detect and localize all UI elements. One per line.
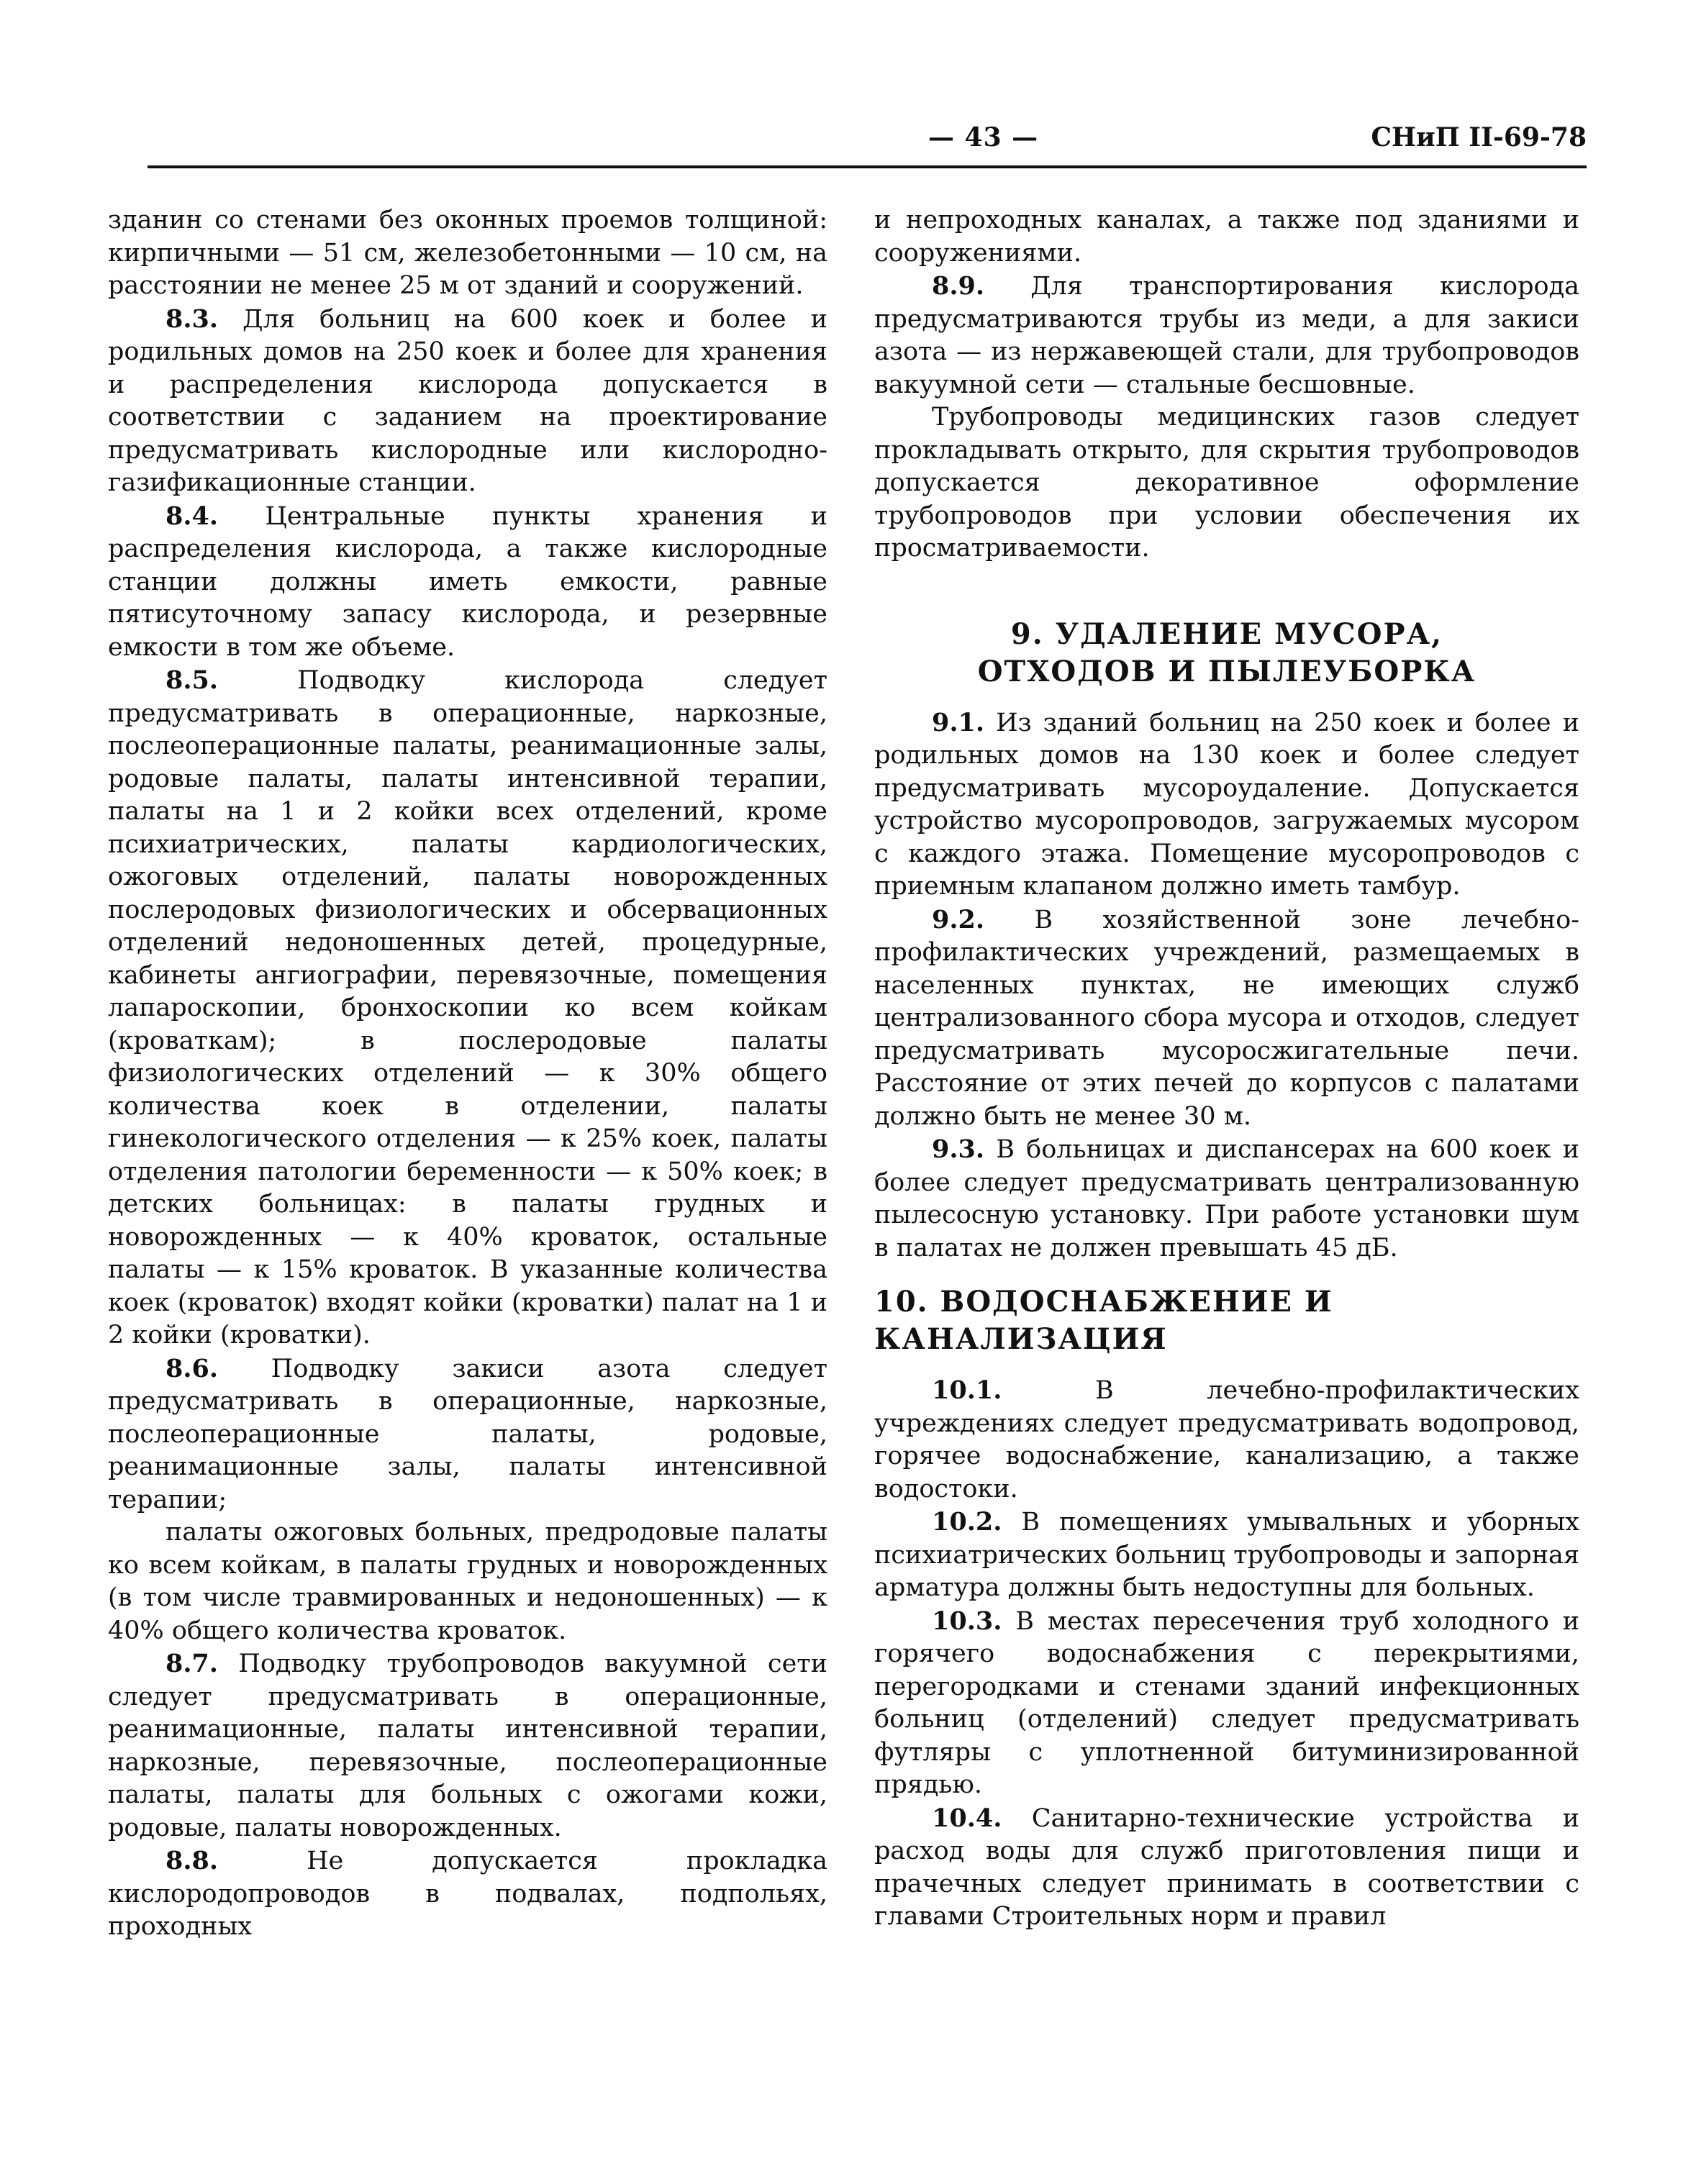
paragraph-10-3 bbox=[874, 1605, 1579, 1802]
paragraph-text: В помещениях умывальных и уборных психиатрических больниц трубопроводы и запорная арматура должны быть недоступны для больных. bbox=[874, 1508, 1579, 1602]
paragraph-text: Санитарно-технические устройства и расход воды для служб приготовления пищи и прачечных следует принимать в соответствии с главами Строительных норм и правил bbox=[874, 1803, 1579, 1931]
section-10-heading: 10. ВОДОСНАБЖЕНИЕ И КАНАЛИЗАЦИЯ bbox=[874, 1285, 1333, 1356]
paragraph-number: 8.5. bbox=[165, 665, 219, 695]
paragraph-text: В хозяйственной зоне лечебно-профилактических учреждений, размещаемых в населенных пунктах, не имеющих служб централизованного сбора мусора и отходов, следует предусматривать мусоросжигательные печи. Расстояние от этих печей до корпусов с палатами должно быть не менее 30 м. bbox=[874, 905, 1579, 1131]
paragraph-number: 9.3. bbox=[932, 1134, 985, 1164]
paragraph-text: В лечебно-профилактических учреждениях следует предусматривать водопровод, горячее водоснабжение, канализацию, а также водостоки. bbox=[874, 1376, 1579, 1503]
paragraph-9-1 bbox=[874, 706, 1579, 904]
section-9-heading bbox=[874, 616, 1579, 691]
paragraph-number: 8.3. bbox=[165, 304, 219, 334]
paragraph-number: 8.4. bbox=[165, 501, 219, 531]
paragraph-8-7 bbox=[108, 1647, 827, 1844]
paragraph-number: 10.3. bbox=[932, 1606, 1002, 1636]
paragraph-8-3 bbox=[108, 303, 827, 500]
paragraph-number: 10.4. bbox=[932, 1803, 1002, 1833]
paragraph-10-4 bbox=[874, 1802, 1579, 1934]
left-column bbox=[108, 204, 827, 1944]
paragraph-text: В местах пересечения труб холодного и горячего водоснабжения с перекрытиями, перегородками и стенами зданий инфекционных больниц (отделений) следует предусматривать футляры с уплотненной битуминизированной прядью. bbox=[874, 1606, 1579, 1799]
paragraph-number: 9.1. bbox=[932, 707, 985, 737]
paragraph-9-3 bbox=[874, 1133, 1579, 1265]
paragraph-10-1 bbox=[874, 1374, 1579, 1506]
header-rule bbox=[148, 165, 1587, 168]
paragraph-text: Подводку кислорода следует предусматривать в операционные, наркозные, послеоперационные палаты, реанимационные залы, родовые палаты, палаты интенсивной терапии, палаты на 1 и 2 койки всех отделений, кроме психиатрических, палаты кардиологических, ожоговых отделений, палаты новорожденных послеродовых физиологических и обсервационных отделений недоношенных детей, процедурные, кабинеты ангиографии, перевязочные, помещения лапароскопии, бронхоскопии ко всем койкам (кроваткам); в послеродовые палаты физиологических отделений — к 30% общего количества коек в отделении, палаты гинекологического отделения — к 25% коек, палаты отделения патологии беременности — к 50% коек; в детских больницах: в палаты грудных и новорожденных — к 40% кроваток, остальные палаты — к 15% кроваток. В указанные количества коек (кроваток) входят койки (кроватки) палат на 1 и 2 койки (кроватки). bbox=[108, 666, 827, 1350]
paragraph-8-4 bbox=[108, 500, 827, 665]
section-9-heading-line2: ОТХОДОВ И ПЫЛЕУБОРКА bbox=[977, 654, 1477, 688]
paragraph-text: Для транспортирования кислорода предусматриваются трубы из меди, а для закиси азота — из нержавеющей стали, для трубопроводов вакуумной сети — стальные бесшовные. bbox=[874, 272, 1579, 399]
paragraph-text: Подводку закиси азота следует предусматривать в операционные, наркозные, послеоперационные палаты, родовые, реанимационные залы, палаты интенсивной терапии; bbox=[108, 1354, 827, 1514]
page-number: — 43 — bbox=[928, 122, 1039, 153]
document-code: СНиП II-69-78 bbox=[1371, 122, 1587, 153]
paragraph-number: 10.1. bbox=[932, 1375, 1002, 1405]
paragraph-text: Центральные пункты хранения и распределения кислорода, а также кислородные станции должны иметь емкости, равные пятисуточному запасу кислорода, и резервные емкости в том же объеме. bbox=[108, 501, 827, 662]
paragraph-text: Подводку трубопроводов вакуумной сети следует предусматривать в операционные, реанимационные, палаты интенсивной терапии, наркозные, перевязочные, послеоперационные палаты, палаты для больных с ожогами кожи, родовые, палаты новорожденных. bbox=[108, 1650, 827, 1842]
paragraph-number: 9.2. bbox=[932, 904, 985, 934]
paragraph-number: 8.9. bbox=[932, 271, 985, 301]
paragraph-text: Для больниц на 600 коек и более и родильных домов на 250 коек и более для хранения и распределения кислорода допускается в соответствии с заданием на проектирование предусматривать кислородные или кислородно-газификационные станции. bbox=[108, 304, 827, 497]
paragraph-text: В больницах и диспансерах на 600 коек и более следует предусматривать централизованную пылесосную установку. При работе установки шум в палатах не должен превышать 45 дБ. bbox=[874, 1135, 1579, 1262]
paragraph-8-6-cont: палаты ожоговых больных, предродовые палаты ко всем койкам, в палаты грудных и новорожденных (в том числе травмированных и недоношенных) — к 40% общего количества кроваток. bbox=[108, 1518, 827, 1645]
paragraph-continuation: и непроходных каналах, а также под зданиями и сооружениями. bbox=[874, 206, 1579, 268]
paragraph-text: Не допускается прокладка кислородопроводов в подвалах, подпольях, проходных bbox=[108, 1847, 827, 1941]
paragraph-number: 10.2. bbox=[932, 1507, 1002, 1537]
paragraph-8-5 bbox=[108, 664, 827, 1352]
paragraph-continuation: зданин со стенами без оконных проемов толщиной: кирпичными — 51 см, железобетонными — 10 см, на расстоянии не менее 25 м от зданий и сооружений. bbox=[108, 206, 827, 300]
paragraph-text: Из зданий больниц на 250 коек и более и родильных домов на 130 коек и более следует предусматривать мусороудаление. Допускается устройство мусоропроводов, загружаемых мусором с каждого этажа. Помещение мусоропроводов с приемным клапаном должно иметь тамбур. bbox=[874, 708, 1579, 901]
section-9-heading-line1: 9. УДАЛЕНИЕ МУСОРА, bbox=[1010, 616, 1443, 651]
paragraph-9-2 bbox=[874, 904, 1579, 1134]
paragraph-8-8 bbox=[108, 1844, 827, 1944]
right-column bbox=[874, 204, 1579, 1934]
paragraph-8-9 bbox=[874, 270, 1579, 401]
paragraph-10-2 bbox=[874, 1506, 1579, 1605]
paragraph-8-6 bbox=[108, 1352, 827, 1517]
paragraph-number: 8.6. bbox=[165, 1353, 219, 1383]
paragraph-8-9-cont: Трубопроводы медицинских газов следует прокладывать открыто, для скрытия трубопроводов допускается декоративное оформление трубопроводов при условии обеспечения их просматриваемости. bbox=[874, 403, 1579, 563]
paragraph-number: 8.8. bbox=[165, 1846, 219, 1875]
paragraph-number: 8.7. bbox=[165, 1649, 219, 1678]
